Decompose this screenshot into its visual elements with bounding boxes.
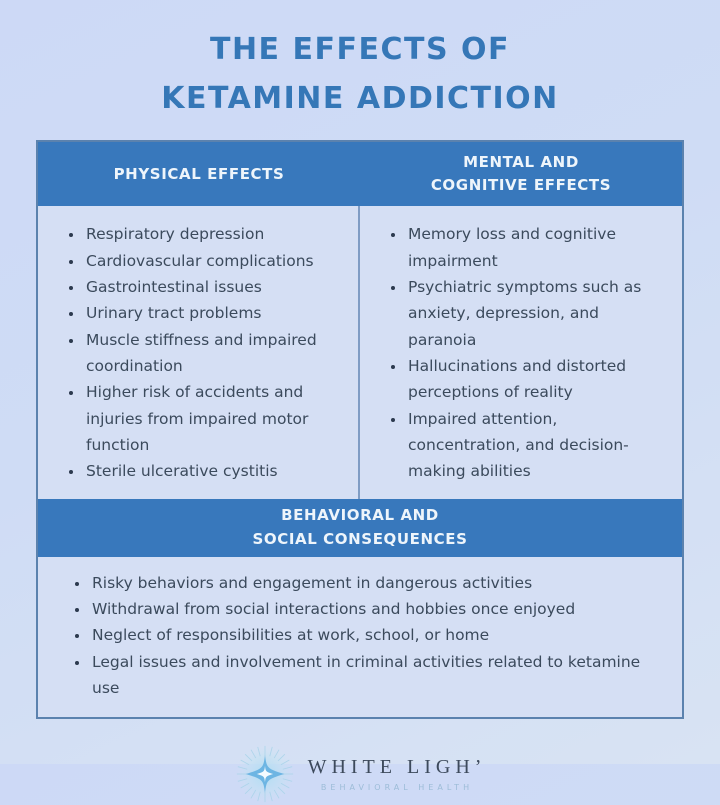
effects-table <box>36 140 684 719</box>
list-item: • Psychiatric symptoms such as anxiety, depression, and paranoia <box>406 274 670 353</box>
behavioral-social-header-line2: SOCIAL CONSEQUENCES <box>252 529 468 548</box>
mental-cognitive-header-line2: COGNITIVE EFFECTS <box>430 176 612 195</box>
behavioral-social-list <box>70 570 664 702</box>
brand-tagline: BEHAVIORAL HEALTH <box>320 783 474 793</box>
behavioral-social-header-line1: BEHAVIORAL AND <box>281 506 439 525</box>
list-item: • Withdrawal from social interactions and hobbies once enjoyed <box>90 596 664 622</box>
list-item: • Higher risk of accidents and injuries from impaired motor function <box>84 379 346 458</box>
list-item: • Risky behaviors and engagement in dangerous activities <box>90 570 664 596</box>
physical-effects-list <box>64 221 346 484</box>
list-item: • Memory loss and cognitive impairment <box>406 221 670 274</box>
brand-name: WHITE LIGH’ <box>307 756 487 779</box>
effects-body-row <box>38 206 682 498</box>
physical-effects-header-label: PHYSICAL EFFECTS <box>113 164 285 183</box>
column-headers-row <box>38 142 682 206</box>
list-item: • Cardiovascular complications <box>84 248 346 274</box>
physical-effects-header <box>38 142 360 206</box>
list-item: • Urinary tract problems <box>84 300 346 326</box>
mental-cognitive-header-line1: MENTAL AND <box>463 152 579 171</box>
list-item: • Muscle stiffness and impaired coordination <box>84 327 346 380</box>
list-item: • Legal issues and involvement in criminal activities related to ketamine use <box>90 649 664 702</box>
brand-text-block <box>308 756 487 792</box>
mental-cognitive-cell <box>360 206 682 498</box>
list-item: • Gastrointestinal issues <box>84 274 346 300</box>
mental-cognitive-header <box>360 142 682 206</box>
list-item: • Sterile ulcerative cystitis <box>84 458 346 484</box>
list-item: • Hallucinations and distorted perceptions of reality <box>406 353 670 406</box>
list-item: • Respiratory depression <box>84 221 346 247</box>
behavioral-social-header <box>38 499 682 557</box>
brand-footer <box>0 743 720 805</box>
behavioral-header-row <box>38 499 682 557</box>
page-title-line1: THE EFFECTS OF <box>209 32 510 67</box>
mental-cognitive-list <box>386 221 670 484</box>
list-item: • Impaired attention, concentration, and decision-making abilities <box>406 406 670 485</box>
starburst-logo-icon <box>234 743 296 805</box>
list-item: • Neglect of responsibilities at work, school, or home <box>90 622 664 648</box>
page-title <box>0 0 720 123</box>
page-title-line2: KETAMINE ADDICTION <box>161 80 559 116</box>
behavioral-social-cell <box>38 557 682 718</box>
physical-effects-cell <box>38 206 360 498</box>
